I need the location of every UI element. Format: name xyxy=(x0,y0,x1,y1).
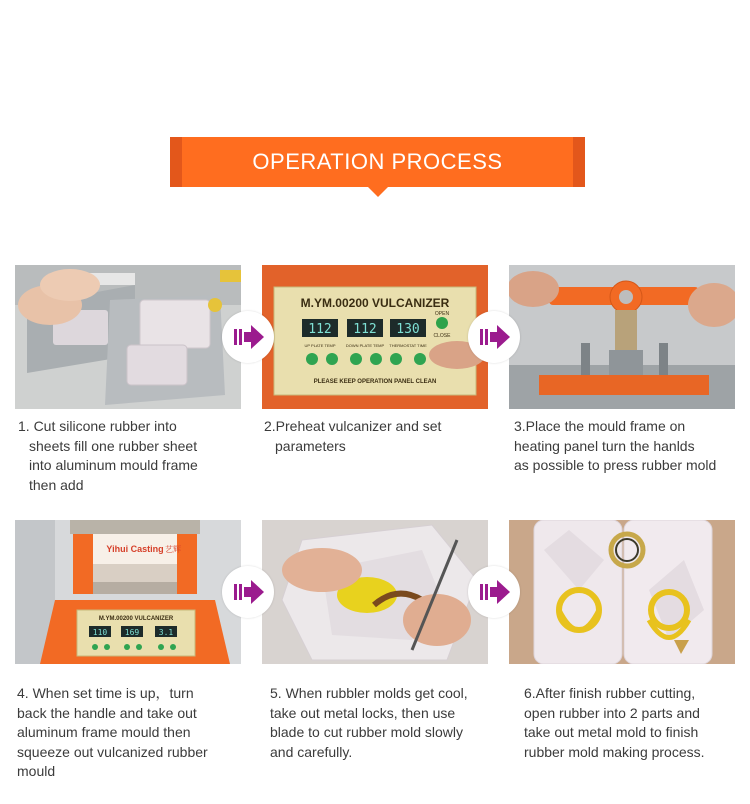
arrow-right-icon xyxy=(468,566,520,618)
step-5-line-3: blade to cut rubber mold slowly xyxy=(270,724,463,740)
banner-body xyxy=(182,137,573,187)
step-5-caption xyxy=(270,684,468,762)
step-1-line-2: sheets fill one rubber sheet xyxy=(29,437,198,454)
display-down: 112 xyxy=(353,322,377,337)
step-5-line-4: and carefully. xyxy=(270,743,353,760)
open-label: OPEN xyxy=(434,311,450,317)
step-4-line-5: mould xyxy=(17,763,56,779)
step-1-line-1: 1. Cut silicone rubber into xyxy=(18,418,177,434)
step-6-caption xyxy=(524,684,705,762)
step-1-line-3: into aluminum mould frame xyxy=(29,457,198,473)
machine-display-1: 110 xyxy=(92,628,108,637)
step-4-line-1: 4. When set time is up，turn xyxy=(17,685,194,701)
step-6-line-2: open rubber into 2 parts and xyxy=(524,704,700,721)
banner-pointer xyxy=(366,185,390,197)
step-4-line-3: aluminum frame mould then xyxy=(17,724,191,740)
machine-display-3: 3.1 xyxy=(158,628,174,637)
step-6-line-4: rubber mold making process. xyxy=(524,743,705,760)
step-3-photo xyxy=(509,265,735,409)
step-3-line-1: 3.Place the mould frame on xyxy=(514,418,686,434)
machine-brand-cn: 艺辉 xyxy=(165,545,181,554)
vulcanizer-footer: PLEASE KEEP OPERATION PANEL CLEAN xyxy=(313,379,437,385)
step-5-line-1: 5. When rubbler molds get cool, xyxy=(270,685,468,701)
temp-label-up: UP PLATE TEMP xyxy=(304,343,336,348)
machine-display-2: 169 xyxy=(124,628,140,637)
step-4-line-4: squeeze out vulcanized rubber xyxy=(17,743,208,760)
banner-fold-left xyxy=(170,137,182,187)
step-3-line-3: as possible to press rubber mold xyxy=(514,457,717,473)
step-2-line-2: parameters xyxy=(275,437,346,454)
step-1-line-4: then add xyxy=(29,476,84,493)
title-banner xyxy=(170,137,585,187)
step-6-photo xyxy=(509,520,735,664)
step-2-line-1: 2.Preheat vulcanizer and set xyxy=(264,418,442,434)
temp-label-time: THERMOSTAT TIME xyxy=(389,343,427,348)
arrow-right-icon xyxy=(222,566,274,618)
close-label: CLOSE xyxy=(433,333,451,339)
temp-label-down: DOWN PLATE TEMP xyxy=(345,343,385,348)
arrow-right-icon xyxy=(222,311,274,363)
step-5-photo xyxy=(262,520,488,664)
step-6-line-1: 6.After finish rubber cutting, xyxy=(524,685,696,701)
banner-fold-right xyxy=(573,137,585,187)
step-4-photo xyxy=(15,520,241,664)
step-3-caption xyxy=(514,417,716,476)
display-time: 130 xyxy=(396,322,420,337)
machine-label: M.YM.00200 VULCANIZER xyxy=(98,616,174,622)
step-4-caption xyxy=(17,684,208,782)
step-4-line-2: back the handle and take out xyxy=(17,704,197,721)
display-up: 112 xyxy=(308,322,332,337)
step-2-photo xyxy=(262,265,488,409)
step-5-line-2: take out metal locks, then use xyxy=(270,704,456,721)
step-1-photo xyxy=(15,265,241,409)
arrow-right-icon xyxy=(468,311,520,363)
step-3-line-2: heating panel turn the hanlds xyxy=(514,437,695,454)
step-6-line-3: take out metal mold to finish xyxy=(524,724,699,740)
step-1-caption xyxy=(18,417,198,495)
machine-brand: Yihui Casting xyxy=(106,544,164,554)
vulcanizer-label: M.YM.00200 VULCANIZER xyxy=(300,296,450,310)
page-title: OPERATION PROCESS xyxy=(252,149,503,174)
step-2-caption xyxy=(264,417,441,456)
